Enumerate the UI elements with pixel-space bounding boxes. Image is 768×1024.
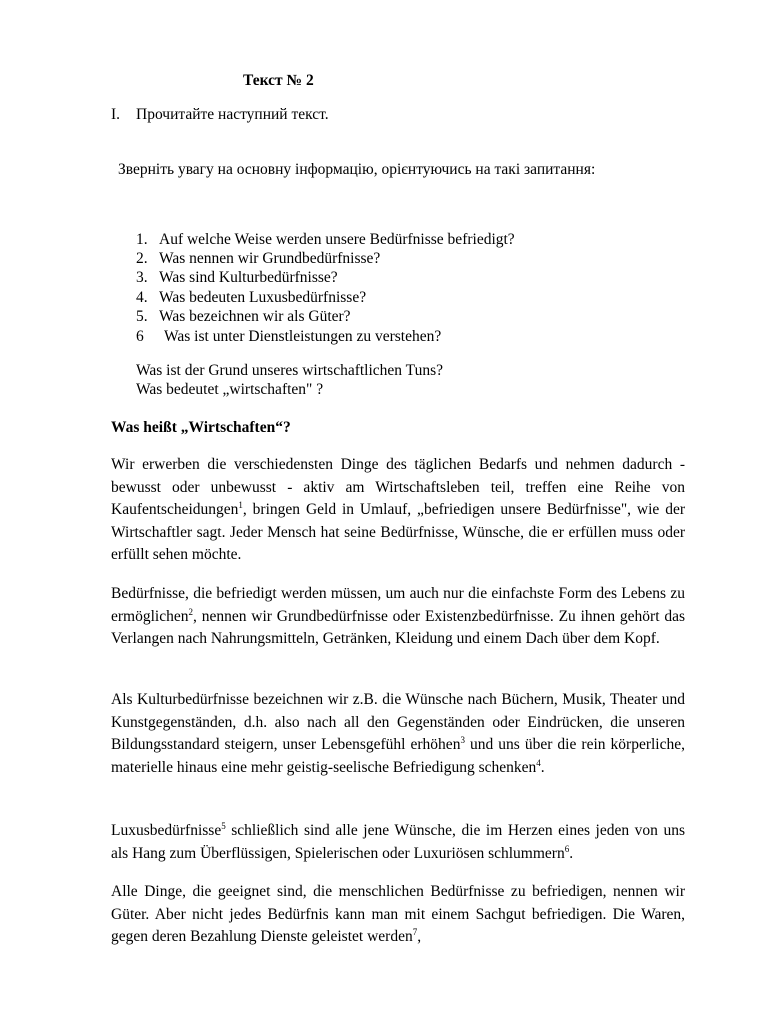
paragraph-text: schließlich sind alle jene Wünsche, die im Herzen eines jeden von uns als Hang zum Überflüssigen, Spielerischen oder Luxuriösen schlummern: [111, 822, 685, 862]
paragraph-text: , nennen wir Grundbedürfnisse oder Existenzbedürfnisse. Zu ihnen gehört das Verlangen nach Nahrungsmitteln, Getränken, Kleidung und einem Dach über dem Kopf.: [111, 607, 685, 648]
paragraph-4: [111, 820, 685, 865]
paragraph-text: und uns über die rein körperliche, materielle hinaus eine mehr geistig-seelische Befriedigung schenken: [111, 736, 685, 776]
question-text: Was sind Kulturbedürfnisse?: [159, 269, 338, 286]
paragraph-5: [111, 881, 685, 949]
question-text: Was nennen wir Grundbedürfnisse?: [159, 250, 381, 267]
text-subtitle: Was heißt „Wirtschaften“?: [111, 419, 291, 436]
question-text: Auf welche Weise werden unsere Bedürfnisse befriedigt?: [159, 231, 515, 248]
extra-question: Was bedeutet „wirtschaften" ?: [136, 381, 324, 398]
question-text: Was ist unter Dienstleistungen zu verstehen?: [164, 328, 442, 345]
footnote-ref: 2: [188, 606, 193, 617]
question-text: Was bezeichnen wir als Güter?: [159, 308, 351, 325]
question-number: 2.: [136, 250, 148, 267]
footnote-ref: 4: [536, 757, 541, 768]
paragraph-text: Wir erwerben die verschiedensten Dinge des täglichen Bedarfs und nehmen dadurch - bewusst oder unbewusst - aktiv am Wirtschaftsleben teil, treffen eine Reihe von Kaufentscheidungen: [111, 456, 685, 519]
paragraph-text: , bringen Geld in Umlauf, „befriedigen unsere Bedürfnisse", wie der Wirtschaftler sagt. Jeder Mensch hat seine Bedürfnisse, Wünsche, die er erfüllen muss oder erfüllt sehen möchte.: [111, 501, 685, 564]
section-task: Прочитайте наступний текст.: [136, 106, 329, 123]
question-number: 4.: [136, 289, 148, 306]
paragraph-text: Als Kulturbedürfnisse bezeichnen wir z.B. die Wünsche nach Büchern, Musik, Theater und Kunstgegenständen, d.h. also nach all den Gegenständen oder Eindrücken, die unseren Bildungsstandard steigern, unser Lebensgefühl erhöhen: [111, 691, 685, 754]
question-number: 3.: [136, 269, 148, 286]
question-number: 1.: [136, 231, 148, 248]
extra-question: Was ist der Grund unseres wirtschaftlichen Tuns?: [136, 362, 443, 379]
footnote-ref: 7: [412, 927, 418, 938]
paragraph-text: Alle Dinge, die geeignet sind, die menschlichen Bedürfnisse zu befriedigen, nennen wir Güter. Aber nicht jedes Bedürfnis kann man mit einem Sachgut befriedigen. Die Waren, gegen deren Bezahlung Dienste geleistet werden: [111, 883, 685, 946]
document-title: Текст № 2: [243, 72, 314, 89]
question-number: 5.: [136, 308, 148, 325]
paragraph-text: Bedürfnisse, die befriedigt werden müssen, um auch nur die einfachste Form des Lebens zu ermöglichen: [111, 585, 685, 625]
paragraph-1: [111, 454, 685, 567]
footnote-ref: 5: [221, 820, 226, 831]
paragraph-3: [111, 689, 685, 779]
question-number: 6: [136, 328, 144, 345]
paragraph-text: .: [569, 844, 574, 862]
section-number: I.: [111, 106, 121, 123]
paragraph-text: ,: [417, 928, 422, 946]
paragraph-text: Luxusbedürfnisse: [111, 822, 222, 839]
paragraph-2: [111, 583, 685, 651]
instruction-text: Зверніть увагу на основну інформацію, орієнтуючись на такі запитання:: [118, 161, 596, 178]
footnote-ref: 3: [460, 735, 465, 746]
footnote-ref: 1: [238, 500, 243, 511]
paragraph-text: .: [540, 758, 545, 776]
footnote-ref: 6: [564, 843, 570, 854]
question-text: Was bedeuten Luxusbedürfnisse?: [159, 289, 367, 306]
